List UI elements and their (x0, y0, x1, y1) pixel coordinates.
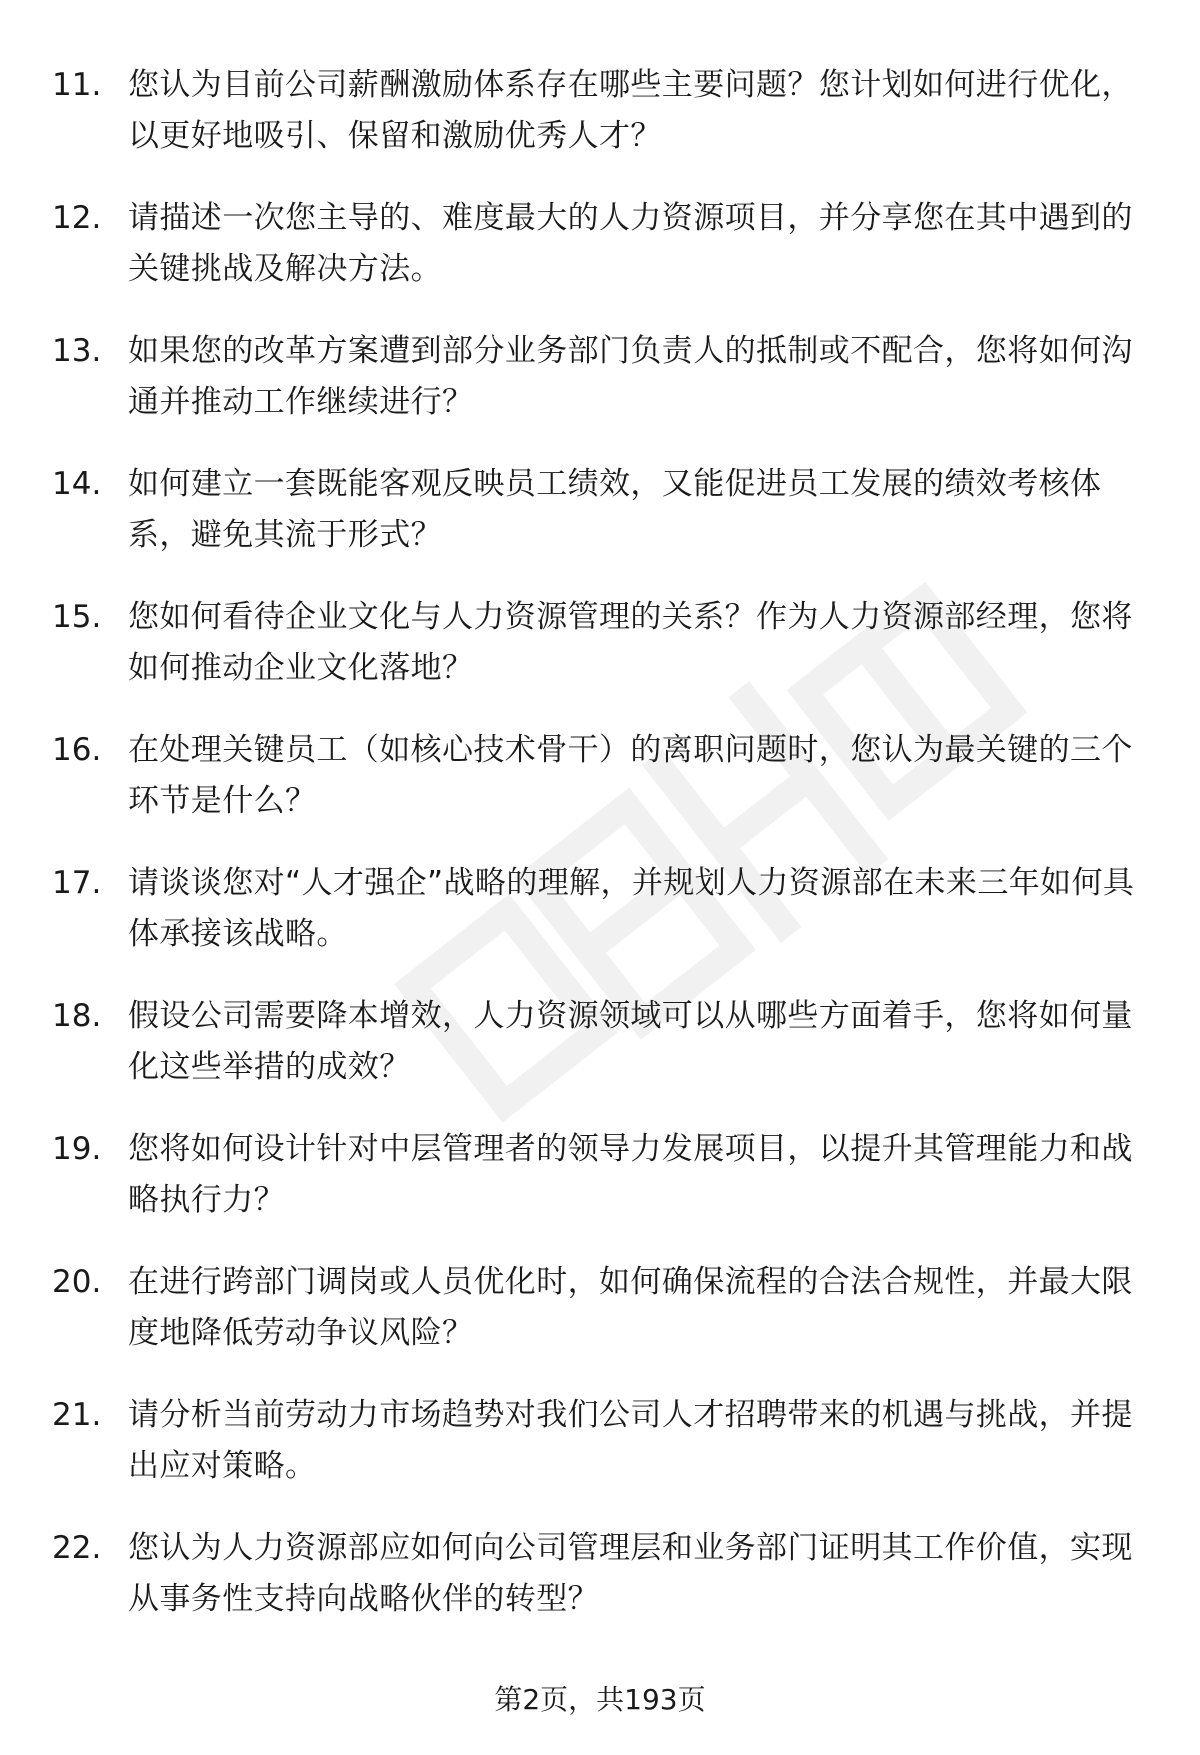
question-text: 您认为目前公司薪酬激励体系存在哪些主要问题？您计划如何进行优化，以更好地吸引、保留和激励优秀人才？ (128, 67, 1133, 154)
question-item (0, 858, 1200, 991)
question-item (0, 1390, 1200, 1523)
question-text: 您将如何设计针对中层管理者的领导力发展项目，以提升其管理能力和战略执行力？ (128, 1131, 1133, 1218)
question-text: 您认为人力资源部应如何向公司管理层和业务部门证明其工作价值，实现从事务性支持向战略伙伴的转型？ (128, 1530, 1133, 1617)
question-text: 在进行跨部门调岗或人员优化时，如何确保流程的合法合规性，并最大限度地降低劳动争议风险？ (128, 1264, 1133, 1351)
question-item (0, 1124, 1200, 1257)
question-number: 19. (52, 1131, 102, 1167)
question-text: 请描述一次您主导的、难度最大的人力资源项目，并分享您在其中遇到的关键挑战及解决方法。 (128, 200, 1133, 287)
question-text: 如果您的改革方案遭到部分业务部门负责人的抵制或不配合，您将如何沟通并推动工作继续进行？ (128, 333, 1133, 420)
question-number: 15. (52, 599, 102, 635)
page-footer: 第2页，共193页 (494, 1683, 706, 1716)
question-item (0, 1523, 1200, 1656)
question-text: 请谈谈您对“人才强企”战略的理解，并规划人力资源部在未来三年如何具体承接该战略。 (128, 865, 1135, 952)
question-number: 11. (52, 67, 102, 103)
question-number: 18. (52, 998, 102, 1034)
question-item (0, 326, 1200, 459)
question-text: 您如何看待企业文化与人力资源管理的关系？作为人力资源部经理，您将如何推动企业文化落地？ (128, 599, 1133, 686)
question-item (0, 459, 1200, 592)
question-number: 13. (52, 333, 102, 369)
question-number: 16. (52, 732, 102, 768)
question-number: 21. (52, 1397, 102, 1433)
question-item (0, 592, 1200, 725)
question-item (0, 725, 1200, 858)
question-text: 在处理关键员工（如核心技术骨干）的离职问题时，您认为最关键的三个环节是什么？ (128, 732, 1133, 819)
question-number: 17. (52, 865, 102, 901)
question-number: 20. (52, 1264, 102, 1300)
question-number: 22. (52, 1530, 102, 1566)
question-number: 12. (52, 200, 102, 236)
question-number: 14. (52, 466, 102, 502)
question-text: 如何建立一套既能客观反映员工绩效，又能促进员工发展的绩效考核体系，避免其流于形式？ (128, 466, 1102, 553)
question-list (0, 60, 1200, 1656)
question-text: 假设公司需要降本增效，人力资源领域可以从哪些方面着手，您将如何量化这些举措的成效？ (128, 998, 1133, 1085)
question-text: 请分析当前劳动力市场趋势对我们公司人才招聘带来的机遇与挑战，并提出应对策略。 (128, 1397, 1133, 1484)
question-item (0, 991, 1200, 1124)
question-item (0, 60, 1200, 193)
question-item (0, 1257, 1200, 1390)
question-item (0, 193, 1200, 326)
